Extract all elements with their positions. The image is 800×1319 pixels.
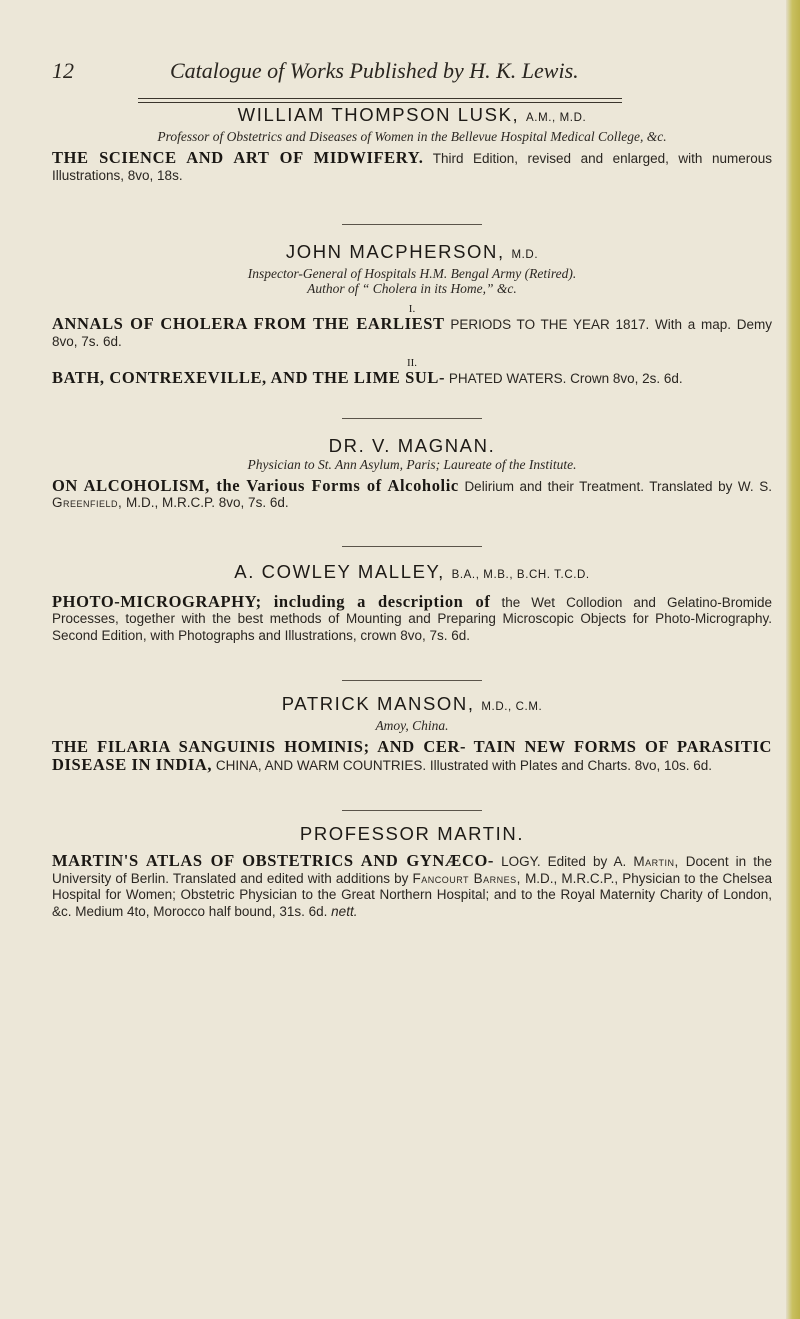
- author-name: WILLIAM THOMPSON LUSK, A.M., M.D.: [237, 104, 587, 125]
- work-title: ANNALS OF CHOLERA FROM THE EARLIEST: [52, 314, 445, 333]
- author-name: PATRICK MANSON, M.D., C.M.: [281, 693, 543, 714]
- author-entry-martin: [52, 823, 772, 920]
- work-item: [52, 150, 772, 184]
- author-name: PROFESSOR MARTIN.: [299, 823, 525, 844]
- author-entry-manson: [52, 693, 772, 774]
- author-degrees: B.A., M.B., B.CH. T.C.D.: [451, 568, 590, 581]
- author-entry-malley: [52, 561, 772, 645]
- author-entry-macpherson: [52, 241, 772, 388]
- author-description: Inspector-General of Hospitals H.M. Bengal Army (Retired).: [247, 266, 577, 281]
- work-item: [52, 316, 772, 350]
- work-details: CHINA, AND WARM COUNTRIES. Illustrated with Plates and Charts. 8vo, 10s. 6d.: [215, 757, 713, 773]
- work-item: [52, 739, 772, 774]
- divider: [342, 224, 482, 225]
- work-item: [52, 853, 772, 920]
- translator-name: Greenfield,: [52, 495, 123, 510]
- entries: [52, 104, 772, 920]
- work-details-2: Docent in the University of Berlin. Translated and edited with additions by: [52, 854, 772, 886]
- divider: [342, 418, 482, 419]
- work-item: [52, 475, 772, 512]
- work-details-2: M.D., M.R.C.P. 8vo, 7s. 6d.: [126, 495, 289, 510]
- divider: [342, 546, 482, 547]
- page-number: 12: [52, 58, 74, 83]
- author-degrees: M.D., C.M.: [481, 701, 543, 713]
- work-title: THE SCIENCE AND ART OF MIDWIFERY.: [52, 148, 424, 167]
- author-description: Professor of Obstetrics and Diseases of Women in the Bellevue Hospital Medical College, &c.: [157, 129, 667, 144]
- author-degrees: M.D.: [511, 249, 539, 261]
- translator-name: Fancourt Barnes,: [412, 870, 521, 886]
- work-item: [52, 591, 772, 645]
- work-title: PHOTO-MICROGRAPHY; including a description of: [52, 591, 491, 611]
- work-details: Delirium and their Treatment. Translated by W. S.: [464, 478, 772, 494]
- author-entry-magnan: [52, 435, 772, 512]
- work-details: PERIODS TO THE YEAR 1817. With a map. Demy 8vo, 7s. 6d.: [52, 317, 772, 349]
- author-name: DR. V. MAGNAN.: [328, 434, 496, 456]
- work-title: THE FILARIA SANGUINIS HOMINIS; AND CER-: [52, 737, 467, 756]
- price-note: nett.: [331, 903, 358, 919]
- work-title: MARTIN'S ATLAS OF OBSTETRICS AND GYNÆCO-: [52, 851, 494, 870]
- author-description-2: Author of “ Cholera in its Home,” &c.: [307, 281, 517, 296]
- author-description: Physician to St. Ann Asylum, Paris; Laureate of the Institute.: [247, 456, 577, 472]
- page-title: Catalogue of Works Published by H. K. Lewis.: [170, 58, 579, 83]
- page-edge: [786, 0, 800, 1319]
- work-number: I.: [408, 303, 416, 315]
- catalogue-page: [52, 58, 772, 919]
- author-name: JOHN MACPHERSON, M.D.: [285, 241, 539, 262]
- running-head: [52, 58, 772, 94]
- work-item: [52, 370, 772, 388]
- work-title: BATH, CONTREXEVILLE, AND THE LIME SUL-: [52, 368, 446, 387]
- divider: [342, 810, 482, 811]
- editor-name: Martin,: [633, 854, 679, 869]
- author-entry-lusk: [52, 104, 772, 184]
- work-details: the Wet Collodion and Gelatino-Bromide Processes, together with the best methods of Mounting and Preparing Microscopic Objects for Photo-Micrography. Second Edition, with Photographs and Illustrations, crown 8vo, 7s. 6d.: [52, 594, 772, 643]
- author-description: Amoy, China.: [375, 718, 449, 733]
- author-name: A. COWLEY MALLEY, B.A., M.B., B.CH. T.C.D.: [234, 560, 590, 582]
- work-number: II.: [406, 357, 418, 369]
- divider: [342, 680, 482, 681]
- work-details-3: M.D., M.R.C.P., Physician to the Chelsea Hospital for Women; Obstetric Physician to the Great Northern Hospital; and to the Royal Maternity Charity of London, &c. Medium 4to, Morocco half bound, 31s. 6d.: [52, 870, 772, 919]
- work-details: LOGY. Edited by A.: [501, 854, 627, 869]
- work-title: ON ALCOHOLISM, the Various Forms of Alcoholic: [52, 475, 459, 495]
- author-degrees: A.M., M.D.: [526, 112, 587, 124]
- work-details: Third Edition, revised and enlarged, with numerous Illustrations, 8vo, 18s.: [52, 151, 772, 183]
- work-title-continued: TAIN NEW FORMS OF PARASITIC DISEASE IN INDIA,: [52, 737, 772, 774]
- work-details: PHATED WATERS. Crown 8vo, 2s. 6d.: [448, 371, 683, 386]
